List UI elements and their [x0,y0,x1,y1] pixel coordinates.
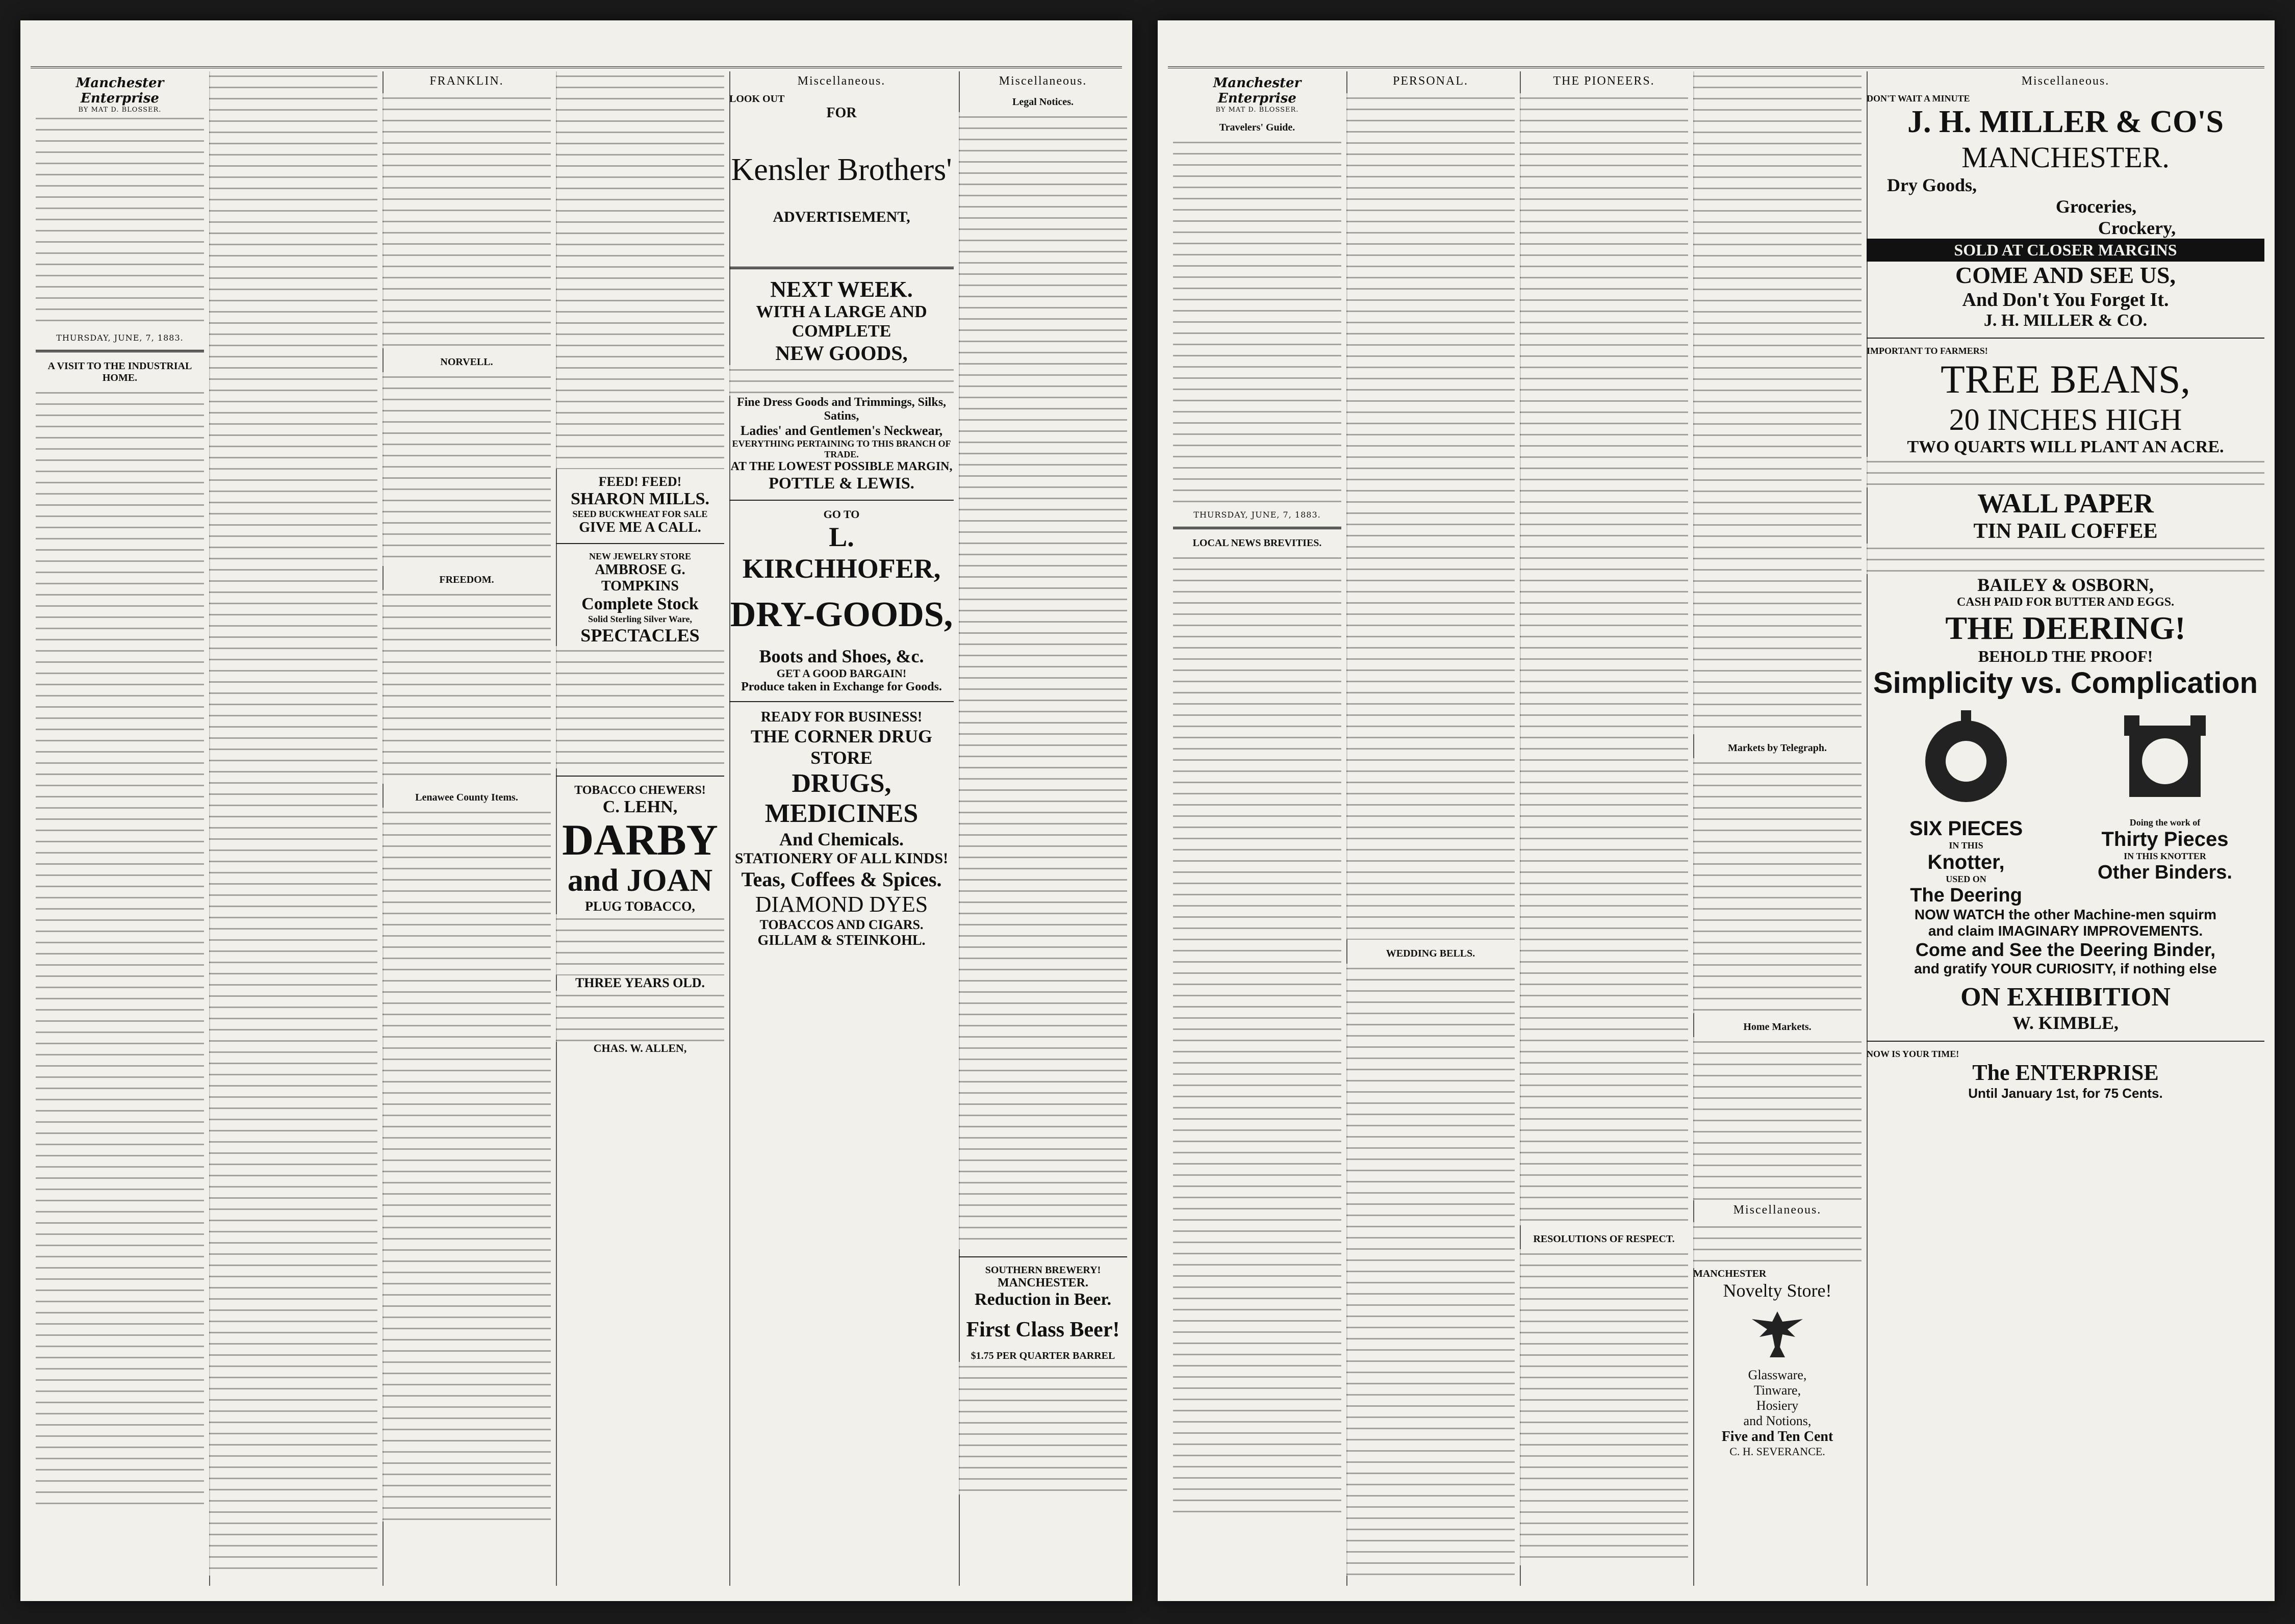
ad-until: Until January 1st, for 75 Cents. [1968,1086,2163,1101]
ad-drugs: DRUGS, MEDICINES [764,769,919,828]
column-4 [551,71,730,1586]
dateline: THURSDAY, JUNE, 7, 1883. [56,333,184,343]
ad-kirchhofer: L. KIRCHHOFER, [742,522,941,584]
column-2 [204,71,384,1586]
newspaper-page-left [20,20,1132,1601]
wedding-text [1346,964,1515,1576]
article-text [209,71,377,1576]
resolutions-text [1520,1249,1688,1565]
ad-other-binders: Other Binders. [2098,862,2232,883]
ad-dry-goods: DRY-GOODS, [730,595,953,634]
ad-margins: SOLD AT CLOSER MARGINS [1867,239,2264,262]
divider [556,776,724,777]
ad-tinware: Tinware, [1753,1383,1801,1398]
news-text [382,590,551,784]
binder-comparison [1867,817,2264,907]
divider [729,267,954,269]
ad-fine-dress: Fine Dress Goods and Trimmings, Silks, Satins, [736,396,947,423]
ad-first-class: First Class Beer! [966,1318,1120,1342]
divider [959,1256,1127,1257]
ad-for: FOR [826,105,857,121]
divider [1867,338,2264,339]
ad-reduction: Reduction in Beer. [975,1290,1111,1309]
knotter-thirty-pieces-icon [2114,705,2216,812]
travelers-guide: Travelers' Guide. [1219,122,1295,133]
ad-inches: 20 INCHES HIGH [1949,403,2182,436]
ad-lehn: C. LEHN, [602,797,678,816]
ad-thirty-pieces: Thirty Pieces [2101,828,2229,850]
article-text [36,388,204,1510]
ad-text [729,365,954,396]
misc-heading: Miscellaneous. [1733,1203,1822,1217]
ad-novelty: Novelty Store! [1723,1280,1832,1301]
dateline: THURSDAY, JUNE, 7, 1883. [1193,510,1321,520]
ad-enterprise: The ENTERPRISE [1972,1060,2159,1085]
ad-tompkins: AMBROSE G. TOMPKINS [595,562,685,594]
ad-butter: CASH PAID FOR BUTTER AND EGGS. [1956,596,2175,609]
wedding-heading: WEDDING BELLS. [1386,948,1475,959]
ad-knotter-2: IN THIS KNOTTER [2124,851,2206,861]
newspaper-page-right [1158,20,2275,1601]
ad-severance: C. H. SEVERANCE. [1729,1445,1825,1458]
legal-text [959,112,1127,1249]
ad-forget: And Don't You Forget It. [1962,289,2169,311]
ad-new-goods: NEW GOODS, [775,342,908,365]
ad-price: $1.75 PER QUARTER BARREL [971,1350,1115,1361]
ad-ready: READY FOR BUSINESS! [760,709,923,725]
ad-wall-paper: WALL PAPER [1977,488,2154,519]
ad-text [556,914,724,975]
section-heading: Miscellaneous. [797,74,886,88]
ad-used-on: USED ON [1946,874,1986,884]
ad-farmers: IMPORTANT TO FARMERS! [1867,346,1988,356]
ad-chemicals: And Chemicals. [779,829,904,849]
ad-deering: THE DEERING! [1945,610,2186,646]
divider [729,701,954,702]
ad-produce: Produce taken in Exchange for Goods. [741,680,942,693]
resolutions-heading: RESOLUTIONS OF RESPECT. [1533,1233,1675,1245]
personal-text [1346,93,1515,940]
ad-silver: Solid Sterling Silver Ware, [588,614,693,624]
news-text [1693,71,1862,734]
column-3 [377,71,557,1586]
section-heading-norvell: NORVELL. [440,356,493,368]
ad-manchester: MANCHESTER [1693,1268,1767,1279]
ad-look-out: LOOK OUT [729,93,785,105]
ad-next-week: NEXT WEEK. [770,277,913,302]
news-text [382,372,551,566]
home-markets-heading: Home Markets. [1743,1021,1812,1033]
ad-manchester: MANCHESTER. [1961,141,2170,174]
news-text [382,808,551,1522]
ad-now-is: NOW IS YOUR TIME! [1867,1049,1959,1059]
ad-go-to: GO TO [823,508,860,521]
markets-text [1693,758,1862,1013]
ad-brewery: SOUTHERN BREWERY! [985,1265,1101,1276]
ad-everything: EVERYTHING PERTAINING TO THIS BRANCH OF TRADE. [732,439,951,459]
ad-hosiery: Hosiery [1756,1398,1799,1413]
column-3 [1515,71,1694,1586]
pioneers-text [1520,93,1688,1225]
ad-doing: Doing the work of [2129,817,2201,828]
ad-give-call: GIVE ME A CALL. [579,520,701,535]
column-2 [1341,71,1521,1586]
ad-five-ten: Five and Ten Cent [1721,1429,1833,1445]
column-4 [1688,71,1868,1586]
ad-now-watch: NOW WATCH the other Machine-men squirm [1914,907,2217,922]
section-heading: FRANKLIN. [429,74,504,88]
ad-large-complete: WITH A LARGE AND COMPLETE [756,302,927,341]
ad-complete-stock: Complete Stock [581,595,699,613]
eagle-icon [1747,1306,1808,1362]
ad-glassware: Glassware, [1748,1368,1807,1382]
binder-illustrations [1867,705,2264,812]
divider [36,350,204,352]
ad-text [1867,457,2264,487]
ad-exhibition: ON EXHIBITION [1960,983,2171,1012]
ad-miller-co: J. H. MILLER & CO. [1983,311,2148,330]
knotter-six-pieces-icon [1915,705,2017,812]
ad-manchester: MANCHESTER. [997,1276,1089,1290]
ad-buckwheat: SEED BUCKWHEAT FOR SALE [572,509,708,519]
ad-crockery: Crockery, [2098,218,2176,238]
divider [729,500,954,501]
ad-darby: DARBY [562,815,718,864]
local-news-text [1173,553,1341,1522]
masthead: Manchester Enterprise [75,75,164,106]
divider [1867,1041,2264,1042]
markets-heading: Markets by Telegraph. [1728,742,1827,754]
ad-text [556,646,724,768]
ad-claim: and claim IMAGINARY IMPROVEMENTS. [1928,923,2203,939]
ad-dont-wait: DON'T WAIT A MINUTE [1867,93,1970,104]
column-6 [954,71,1132,1586]
ad-sharon-mills: SHARON MILLS. [570,489,710,508]
ad-the-deering: The Deering [1910,885,2022,906]
section-heading: Miscellaneous. [999,74,1087,88]
ad-spectacles: SPECTACLES [580,625,700,646]
page-header-right [1168,31,2264,68]
ad-kimble: W. KIMBLE, [2012,1013,2119,1033]
column-1 [31,71,210,1586]
ad-six-pieces: SIX PIECES [1909,817,2023,840]
other-side [2076,817,2255,907]
section-heading: PERSONAL. [1392,74,1469,88]
home-markets-text [1693,1037,1862,1200]
news-text [556,71,724,469]
section-heading: Miscellaneous. [2021,74,2110,88]
ad-stationery: STATIONERY OF ALL KINDS! [734,850,949,867]
ad-gillam: GILLAM & STEINKOHL. [757,933,926,948]
ad-dry-goods: Dry Goods, [1887,175,1977,195]
ad-kensler: Kensler Brothers' [731,152,952,187]
ad-tobaccos: TOBACCOS AND CIGARS. [759,917,924,932]
section-heading-freedom: FREEDOM. [439,574,494,585]
editor-line: BY MAT D. BLOSSER. [1215,106,1299,114]
masthead: Manchester Enterprise [1213,75,1302,106]
ad-in-this: IN THIS [1949,840,1983,850]
local-news-heading: LOCAL NEWS BREVITIES. [1192,537,1322,549]
ad-miller: J. H. MILLER & CO'S [1907,105,2224,139]
divider [1173,527,1341,529]
ad-proof: BEHOLD THE PROOF! [1978,647,2153,665]
ad-notions: and Notions, [1743,1413,1812,1428]
ad-groceries: Groceries, [2055,196,2137,217]
ad-three-years: THREE YEARS OLD. [575,975,705,990]
ad-simplicity: Simplicity vs. Complication [1873,666,2258,700]
ad-dyes: DIAMOND DYES [755,892,928,917]
ad-neckwear: Ladies' and Gentlemen's Neckwear, [740,423,943,438]
editor-line: BY MAT D. BLOSSER. [78,106,162,114]
ad-jewelry: NEW JEWELRY STORE [589,551,692,561]
ad-two-quarts: TWO QUARTS WILL PLANT AN ACRE. [1907,437,2224,456]
ad-tree-beans: TREE BEANS, [1941,357,2190,401]
ad-and-joan: and JOAN [567,863,713,898]
column-1 [1168,71,1347,1586]
ad-knotter: Knotter, [1927,851,2005,873]
body-text [36,114,204,328]
ad-feed: FEED! FEED! [598,474,682,489]
column-5 [724,71,960,1586]
ad-advertisement: ADVERTISEMENT, [773,209,910,225]
article-heading: A VISIT TO THE INDUSTRIAL HOME. [47,360,192,383]
ad-text [556,991,724,1042]
ad-come-see: COME AND SEE US, [1955,262,2176,288]
section-heading-lenawee: Lenawee County Items. [415,792,518,803]
deering-side [1877,817,2056,907]
legal-heading: Legal Notices. [1012,96,1074,108]
ad-allen: CHAS. W. ALLEN, [593,1042,687,1054]
ad-come-see-deering: Come and See the Deering Binder, [1915,939,2216,960]
timetable [1173,138,1341,505]
divider [556,543,724,544]
ad-lowest: AT THE LOWEST POSSIBLE MARGIN, [730,460,953,473]
ad-plug: PLUG TOBACCO, [585,899,695,914]
ad-bailey: BAILEY & OSBORN, [1977,575,2154,595]
ad-pottle: POTTLE & LEWIS. [769,474,914,492]
ad-tobacco-chewers: TOBACCO CHEWERS! [574,784,706,797]
column-5 [1862,71,2270,1586]
news-text [382,93,551,348]
legal-text [959,1362,1127,1494]
ad-bargain: GET A GOOD BARGAIN! [776,667,907,680]
ad-tin-pail: TIN PAIL COFFEE [1973,520,2158,543]
ad-drug-store: THE CORNER DRUG STORE [750,726,933,768]
ad-text [1693,1222,1862,1268]
ad-boots: Boots and Shoes, &c. [759,646,924,666]
ad-teas: Teas, Coffees & Spices. [741,868,942,891]
section-heading: THE PIONEERS. [1553,74,1655,88]
page-header-left [31,31,1122,68]
ad-text [1867,544,2264,574]
ad-curiosity: and gratify YOUR CURIOSITY, if nothing else [1914,961,2217,976]
